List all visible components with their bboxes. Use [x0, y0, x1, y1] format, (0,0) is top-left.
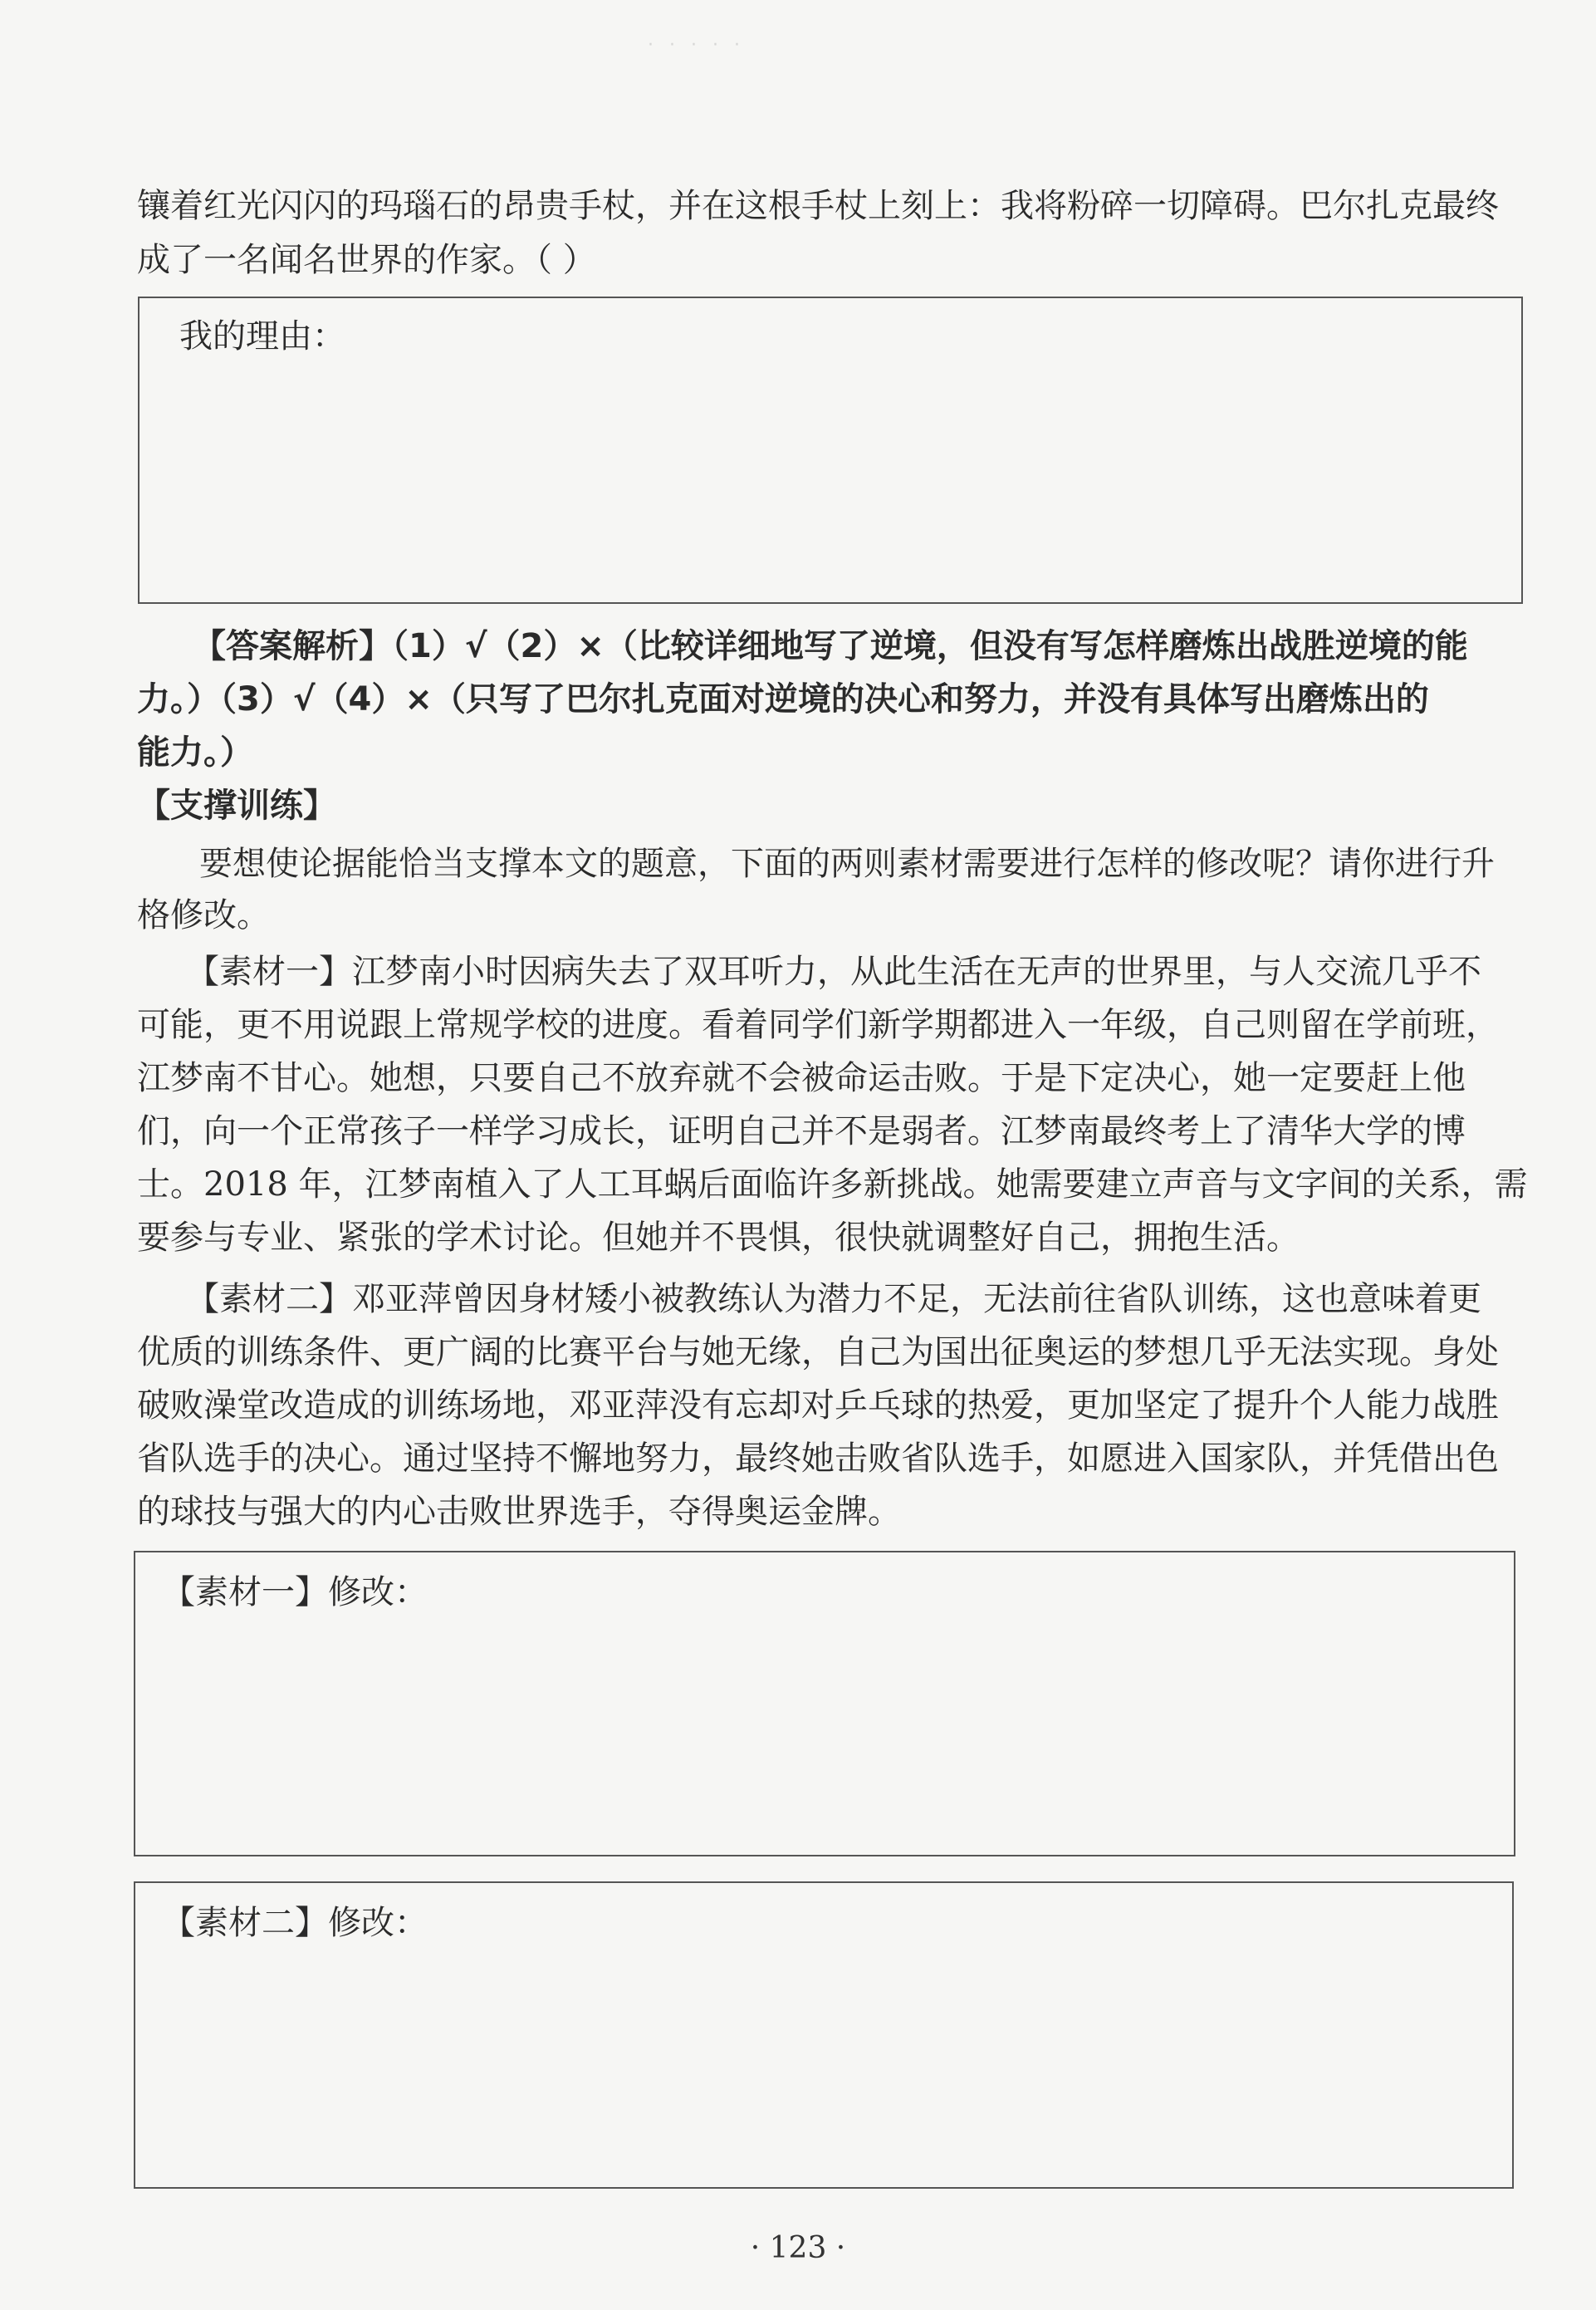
material1-line-5: 士。2018 年，江梦南植入了人工耳蜗后面临许多新挑战。她需要建立声音与文字间的关系，需 — [137, 1165, 1528, 1204]
reason-box-label: 我的理由： — [179, 317, 345, 356]
section-title: 【支撑训练】 — [137, 787, 336, 825]
material2-revision-label: 【素材二】修改： — [162, 1904, 428, 1942]
material1-line-2: 可能，更不用说跟上常规学校的进度。看着同学们新学期都进入一年级，自己则留在学前班， — [137, 1006, 1499, 1044]
intro-line-2: 成了一名闻名世界的作家。（ ） — [137, 241, 596, 279]
material2-revision-box[interactable] — [134, 1881, 1514, 2189]
material1-line-6: 要参与专业、紧张的学术讨论。但她并不畏惧，很快就调整好自己，拥抱生活。 — [137, 1219, 1300, 1257]
answer-analysis-line-1: 【答案解析】（1）√（2）×（比较详细地写了逆境，但没有写怎样磨炼出战胜逆境的能 — [193, 627, 1468, 665]
material1-revision-box[interactable] — [134, 1551, 1515, 1856]
answer-analysis-line-2: 力。）（3）√（4）×（只写了巴尔扎克面对逆境的决心和努力，并没有具体写出磨炼出的 — [137, 680, 1429, 719]
page-number: · 123 · — [750, 2231, 846, 2265]
answer-analysis-line-3: 能力。） — [137, 733, 253, 772]
material1-revision-label: 【素材一】修改： — [162, 1573, 428, 1611]
material2-line-5: 的球技与强大的内心击败世界选手，夺得奥运金牌。 — [137, 1493, 901, 1531]
material2-line-3: 破败澡堂改造成的训练场地，邓亚萍没有忘却对乒乓球的热爱，更加坚定了提升个人能力战胜 — [137, 1386, 1499, 1425]
material1-line-3: 江梦南不甘心。她想，只要自己不放弃就不会被命运击败。于是下定决心，她一定要赶上他 — [137, 1059, 1466, 1097]
material2-line-1: 【素材二】邓亚萍曾因身材矮小被教练认为潜力不足，无法前往省队训练，这也意味着更 — [186, 1280, 1481, 1318]
header-scan-smudge: · · · · · — [648, 35, 745, 56]
instructions-line-2: 格修改。 — [137, 896, 270, 934]
material2-line-2: 优质的训练条件、更广阔的比赛平台与她无缘，自己为国出征奥运的梦想几乎无法实现。身处 — [137, 1333, 1499, 1371]
reason-answer-box[interactable] — [138, 297, 1523, 604]
instructions-line-1: 要想使论据能恰当支撑本文的题意，下面的两则素材需要进行怎样的修改呢？请你进行升 — [199, 845, 1495, 883]
material1-line-1: 【素材一】江梦南小时因病失去了双耳听力，从此生活在无声的世界里，与人交流几乎不 — [186, 953, 1481, 991]
material2-line-4: 省队选手的决心。通过坚持不懈地努力，最终她击败省队选手，如愿进入国家队，并凭借出色 — [137, 1439, 1499, 1478]
intro-line-1: 镶着红光闪闪的玛瑙石的昂贵手杖，并在这根手杖上刻上：我将粉碎一切障碍。巴尔扎克最终 — [137, 187, 1499, 225]
material1-line-4: 们，向一个正常孩子一样学习成长，证明自己并不是弱者。江梦南最终考上了清华大学的博 — [137, 1112, 1466, 1150]
